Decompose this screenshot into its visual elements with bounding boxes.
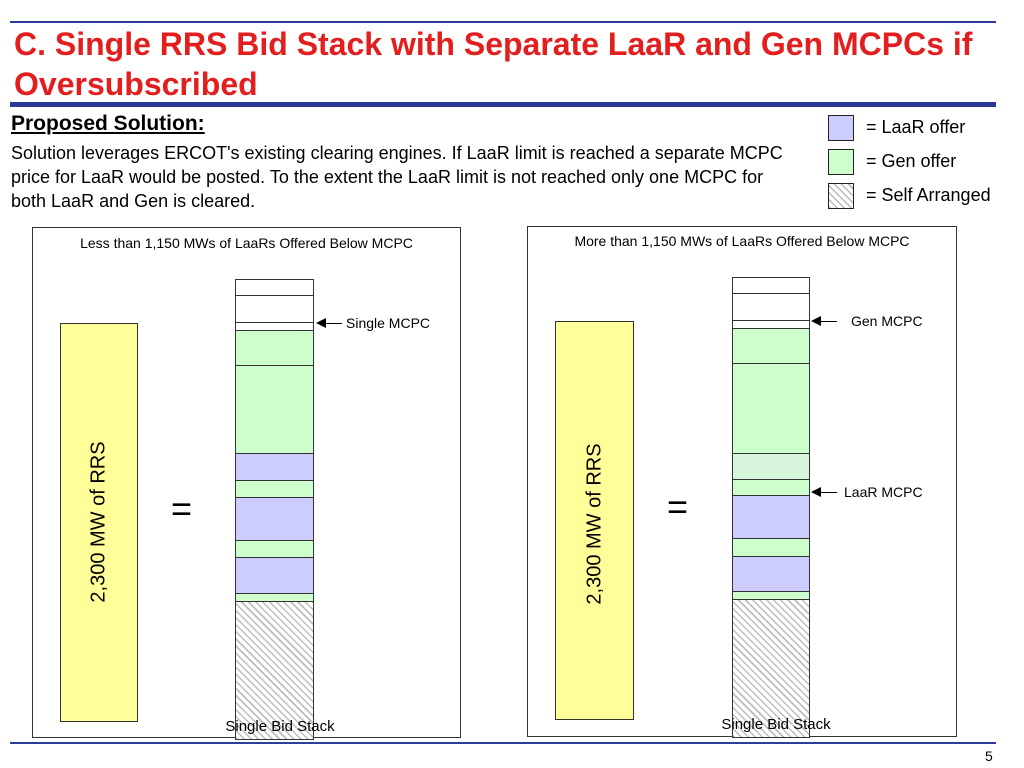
solution-description: Solution leverages ERCOT's existing clearing engines. If LaaR limit is reached a separate MCPC price for LaaR would be posted. To the extent the LaaR limit is not reached only one MCPC for both LaaR and Gen is cleared. [11,143,783,211]
legend-label: = Gen offer [866,151,957,171]
stack-segment [732,293,810,321]
arrow-shaft [324,323,342,324]
proposed-solution-heading: Proposed Solution: [11,112,205,135]
stack-segment [732,479,810,496]
stack-segment [732,453,810,480]
stack-segment [235,557,314,594]
stack-segment [235,497,314,541]
top-rule [10,21,996,23]
stack-segment [732,538,810,557]
stack-segment [235,330,314,366]
arrow-shaft [819,321,837,322]
single-mcpc-label: Single MCPC [346,315,431,331]
self-arranged-swatch [828,183,854,209]
stack-segment [732,277,810,294]
stack-segment [235,365,314,454]
laar-mcpc-label: LaaR MCPC [844,484,923,500]
stack-segment [732,328,810,364]
gen-mcpc-label: Gen MCPC [851,313,923,329]
arrow-shaft [819,492,837,493]
title-rule [10,102,996,107]
gen-swatch [828,149,854,175]
slide-title: C. Single RRS Bid Stack with Separate LaaR and Gen MCPCs if Oversubscribed [14,26,973,102]
page-number: 5 [985,748,993,764]
stack-segment [235,540,314,558]
stack-segment [732,495,810,539]
stack-segment [732,363,810,454]
equals-sign-left: = [171,488,193,529]
stack-segment [235,480,314,498]
stack-label-left: Single Bid Stack [225,718,335,735]
rrs-label-right: 2,300 MW of RRS [583,443,606,605]
panel-right-caption: More than 1,150 MWs of LaaRs Offered Below MCPC [574,233,910,249]
stack-segment [235,279,314,296]
legend-label: = Self Arranged [866,185,991,205]
legend-label: = LaaR offer [866,117,966,137]
rrs-label-left: 2,300 MW of RRS [87,441,110,603]
stack-label-right: Single Bid Stack [721,716,831,733]
stack-segment [235,295,314,323]
panel-left-caption: Less than 1,150 MWs of LaaRs Offered Below MCPC [80,235,413,251]
laar-swatch [828,115,854,141]
stack-segment [732,556,810,592]
equals-sign-right: = [667,486,689,527]
stack-segment [235,453,314,481]
bottom-rule [10,742,996,744]
